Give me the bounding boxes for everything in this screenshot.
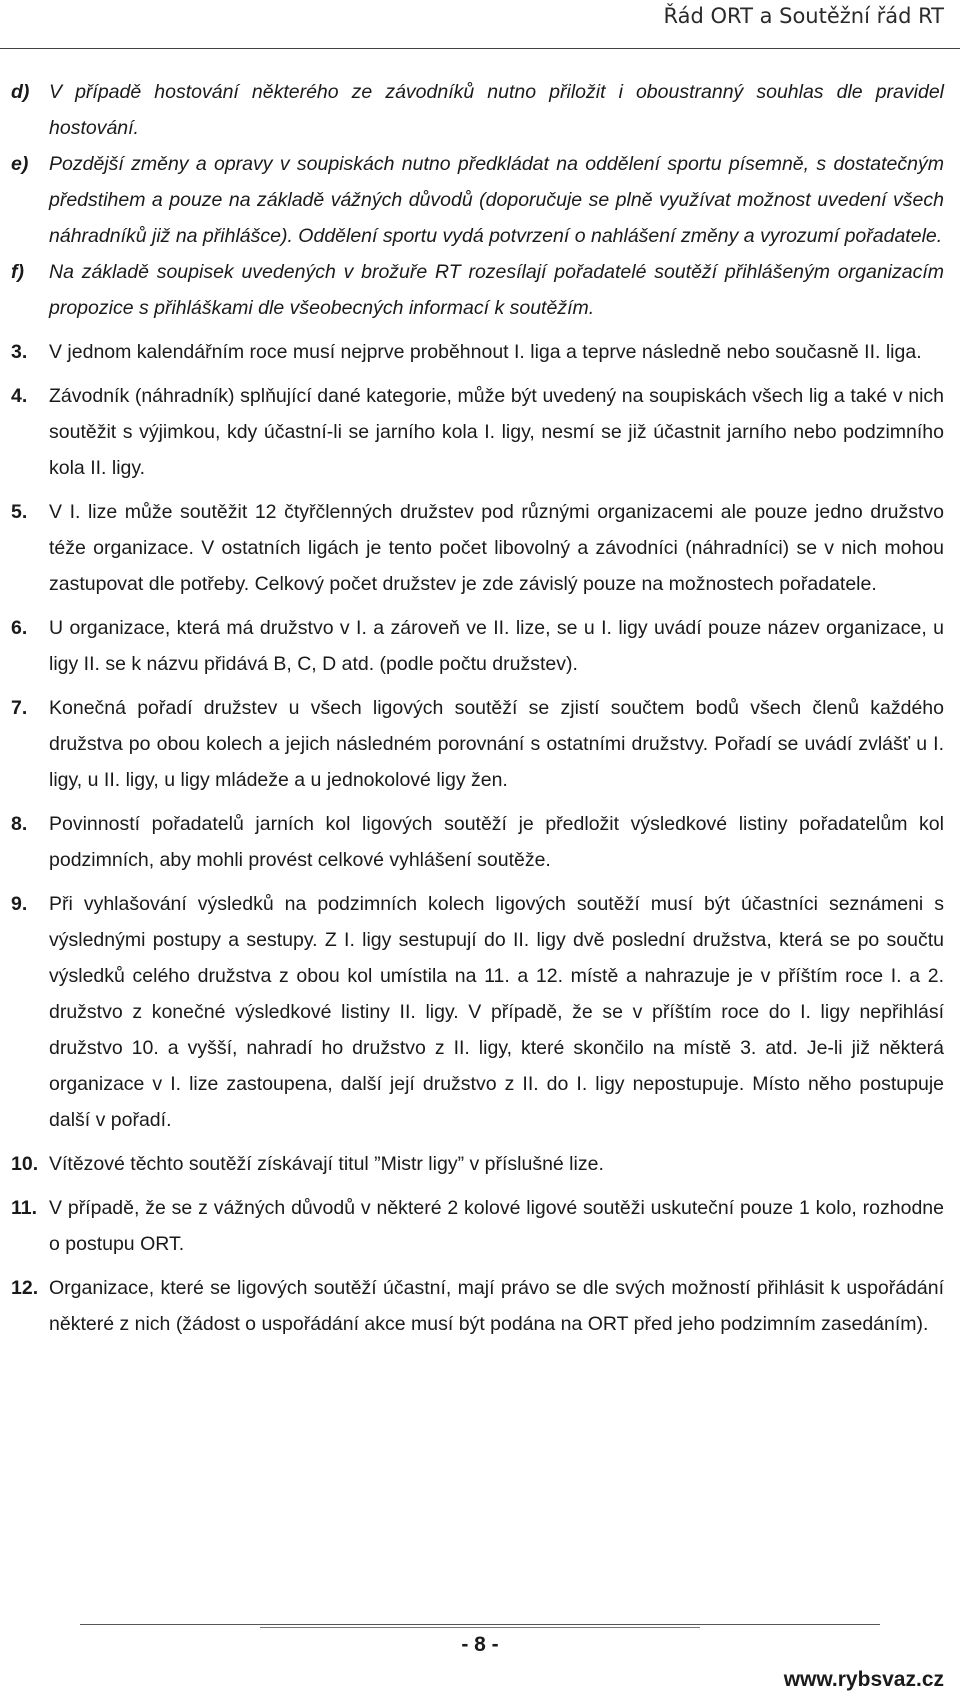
list-item-label: 12.	[11, 1277, 39, 1299]
list-item-text: V jednom kalendářním roce musí nejprve proběhnout I. liga a teprve následně nebo současně II. liga.	[49, 341, 922, 363]
list-item-text: V případě, že se z vážných důvodů v některé 2 kolové ligové soutěži uskuteční pouze 1 kolo, rozhodne o postupu ORT.	[49, 1197, 944, 1255]
list-item-text: Závodník (náhradník) splňující dané kategorie, může být uvedený na soupiskách všech lig a také v nich soutěžit s výjimkou, kdy účastní-li se jarního kola I. ligy, nesmí se již účastnit jarního nebo podzimního kola II. ligy.	[49, 385, 944, 479]
list-item	[0, 690, 960, 798]
list-item-label: 11.	[11, 1197, 38, 1219]
list-item	[0, 494, 960, 602]
list-item	[0, 1146, 960, 1182]
list-item	[0, 886, 960, 1138]
footer-divider-line	[80, 1624, 880, 1625]
list-item	[0, 1190, 960, 1262]
list-item-text: V případě hostování některého ze závodníků nutno přiložit i oboustranný souhlas dle pravidel hostování.	[49, 81, 944, 139]
list-item-text: Organizace, které se ligových soutěží účastní, mají právo se dle svých možností přihlásit k uspořádání některé z nich (žádost o uspořádání akce musí být podána na ORT před jeho podzimním zasedáním).	[49, 1277, 944, 1335]
footer-divider	[80, 1624, 880, 1630]
list-item-label: f)	[11, 261, 24, 283]
list-item-text: Na základě soupisek uvedených v brožuře RT rozesílají pořadatelé soutěží přihlášeným organizacím propozice s přihláškami dle všeobecných informací k soutěžím.	[49, 261, 944, 319]
list-item	[0, 334, 960, 370]
list-item-text: Vítězové těchto soutěží získávají titul ”Mistr ligy” v příslušné lize.	[49, 1153, 604, 1175]
list-item-text: Konečná pořadí družstev u všech ligových soutěží se zjistí součtem bodů všech členů každého družstva po obou kolech a jejich následném porovnání s ostatními družstvy. Pořadí se uvádí zvlášť u I. ligy, u II. ligy, u ligy mládeže a u jednokolové ligy žen.	[49, 697, 944, 791]
list-item-label: 6.	[11, 617, 28, 639]
list-item-text: V I. lize může soutěžit 12 čtyřčlenných družstev pod různými organizacemi ale pouze jedno družstvo téže organizace. V ostatních ligách je tento počet libovolný a závodníci (náhradníci) se v nich mohou zastupovat dle potřeby. Celkový počet družstev je zde závislý pouze na možnostech pořadatele.	[49, 501, 944, 595]
list-item-text: U organizace, která má družstvo v I. a zároveň ve II. lize, se u I. ligy uvádí pouze název organizace, u ligy II. se k názvu přidává B, C, D atd. (podle počtu družstev).	[49, 617, 944, 675]
page-number: - 8 -	[461, 1633, 499, 1656]
list-item-label: 4.	[11, 385, 28, 407]
list-item-label: 7.	[11, 697, 28, 719]
list-item-label: 3.	[11, 341, 28, 363]
list-item	[0, 74, 960, 146]
list-item-text: Pozdější změny a opravy v soupiskách nutno předkládat na oddělení sportu písemně, s dostatečným předstihem a pouze na základě vážných důvodů (doporučuje se plně využívat možnost uvedení všech náhradníků již na přihlášce). Oddělení sportu vydá potvrzení o nahlášení změny a vyrozumí pořadatele.	[49, 153, 944, 247]
list-item-label: e)	[11, 153, 29, 175]
footer-divider-line	[260, 1627, 700, 1628]
list-item	[0, 610, 960, 682]
list-item-text: Povinností pořadatelů jarních kol ligových soutěží je předložit výsledkové listiny pořadatelům kol podzimních, aby mohli provést celkové vyhlášení soutěže.	[49, 813, 944, 871]
list-item	[0, 806, 960, 878]
header-divider	[0, 48, 960, 49]
list-item-label: 10.	[11, 1153, 39, 1175]
document-header-title: Řád ORT a Soutěžní řád RT	[663, 4, 944, 28]
website-url: www.rybsvaz.cz	[783, 1668, 944, 1691]
list-item-label: 9.	[11, 893, 28, 915]
list-item	[0, 146, 960, 254]
list-item-label: d)	[11, 81, 30, 103]
list-item-label: 5.	[11, 501, 28, 523]
list-item	[0, 254, 960, 326]
list-item-text: Při vyhlašování výsledků na podzimních kolech ligových soutěží musí být účastníci seznámeni s výslednými postupy a sestupy. Z I. ligy sestupují do II. ligy dvě poslední družstva, která se po součtu výsledků celého družstva z obou kol umístila na 11. a 12. místě a nahrazuje je v příštím roce I. a 2. družstvo z konečné výsledkové listiny II. ligy. V případě, že se v příštím roce do I. ligy nepřihlásí družstvo 10. a vyšší, nahradí ho družstvo z II. ligy, které skončilo na místě 3. atd. Je-li již některá organizace v I. lize zastoupena, další její družstvo z II. do I. ligy nepostupuje. Místo něho postupuje další v pořadí.	[49, 893, 944, 1131]
list-item	[0, 1270, 960, 1342]
list-item	[0, 378, 960, 486]
document-body	[0, 74, 960, 1342]
list-item-label: 8.	[11, 813, 28, 835]
